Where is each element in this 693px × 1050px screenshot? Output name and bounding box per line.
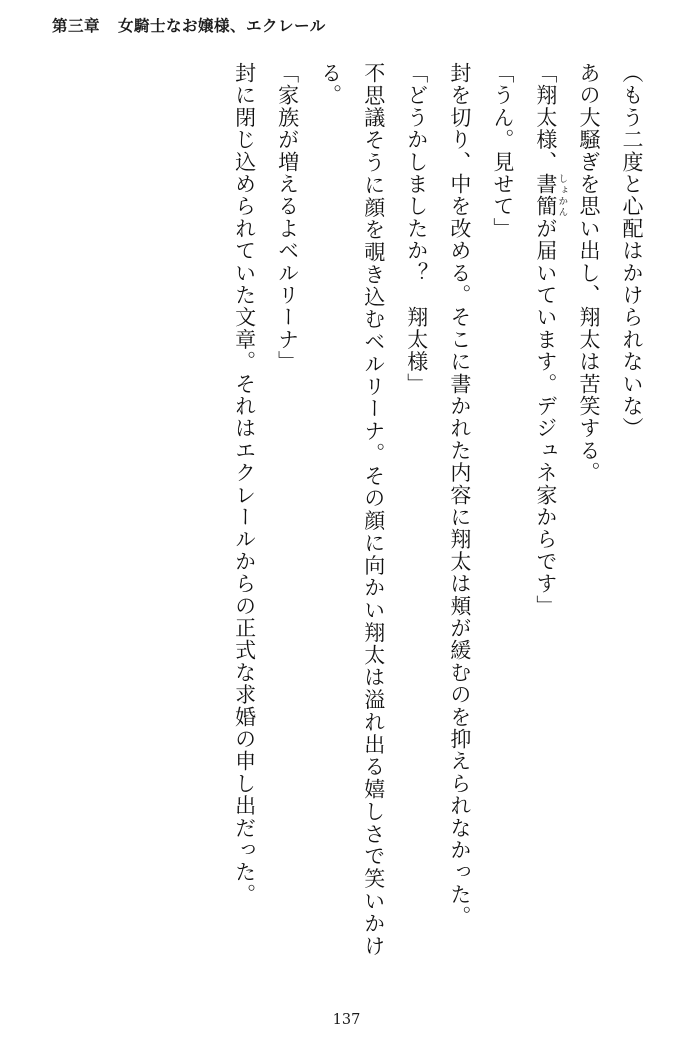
page-number: 137 [332, 1012, 361, 1028]
paragraph: （もう二度と心配はかけられないな） [620, 62, 644, 440]
vertical-text-block [223, 62, 653, 957]
paragraph: 封に閉じ込められていた文章。それはエクレールからの正式な求婚の申し出だった。 [232, 62, 257, 906]
paragraph: 「うん。見せて」 [490, 62, 515, 240]
chapter-number: 第三章 [52, 16, 101, 35]
body-text-area [40, 62, 653, 962]
paragraph-part-before-ruby: 「翔太様、 [533, 62, 558, 173]
paragraph: あの大騒ぎを思い出し、翔太は苦笑する。 [576, 62, 601, 484]
paragraph-with-ruby [524, 62, 567, 957]
running-header [52, 14, 641, 44]
paragraph: 封を切り、中を改める。そこに書かれた内容に翔太は頬が緩むのを抑えられなかった。 [447, 62, 472, 928]
ruby-annotation [533, 173, 568, 218]
ruby-reading: しょかん [556, 173, 568, 218]
paragraph: 「家族が増えるよベルリーナ」 [275, 62, 300, 373]
paragraph: 不思議そうに顔を覗き込むベルリーナ。その顔に向かい翔太は溢れ出る嬉しさで笑いかける。 [318, 62, 386, 957]
ruby-base: 書簡 [533, 173, 558, 218]
paragraph: 「どうかしましたか？ 翔太様」 [404, 62, 429, 395]
paragraph-part-after-ruby: が届いています。デジュネ家からです」 [533, 217, 558, 618]
chapter-title: 女騎士なお嬢様、エクレール [118, 16, 326, 35]
